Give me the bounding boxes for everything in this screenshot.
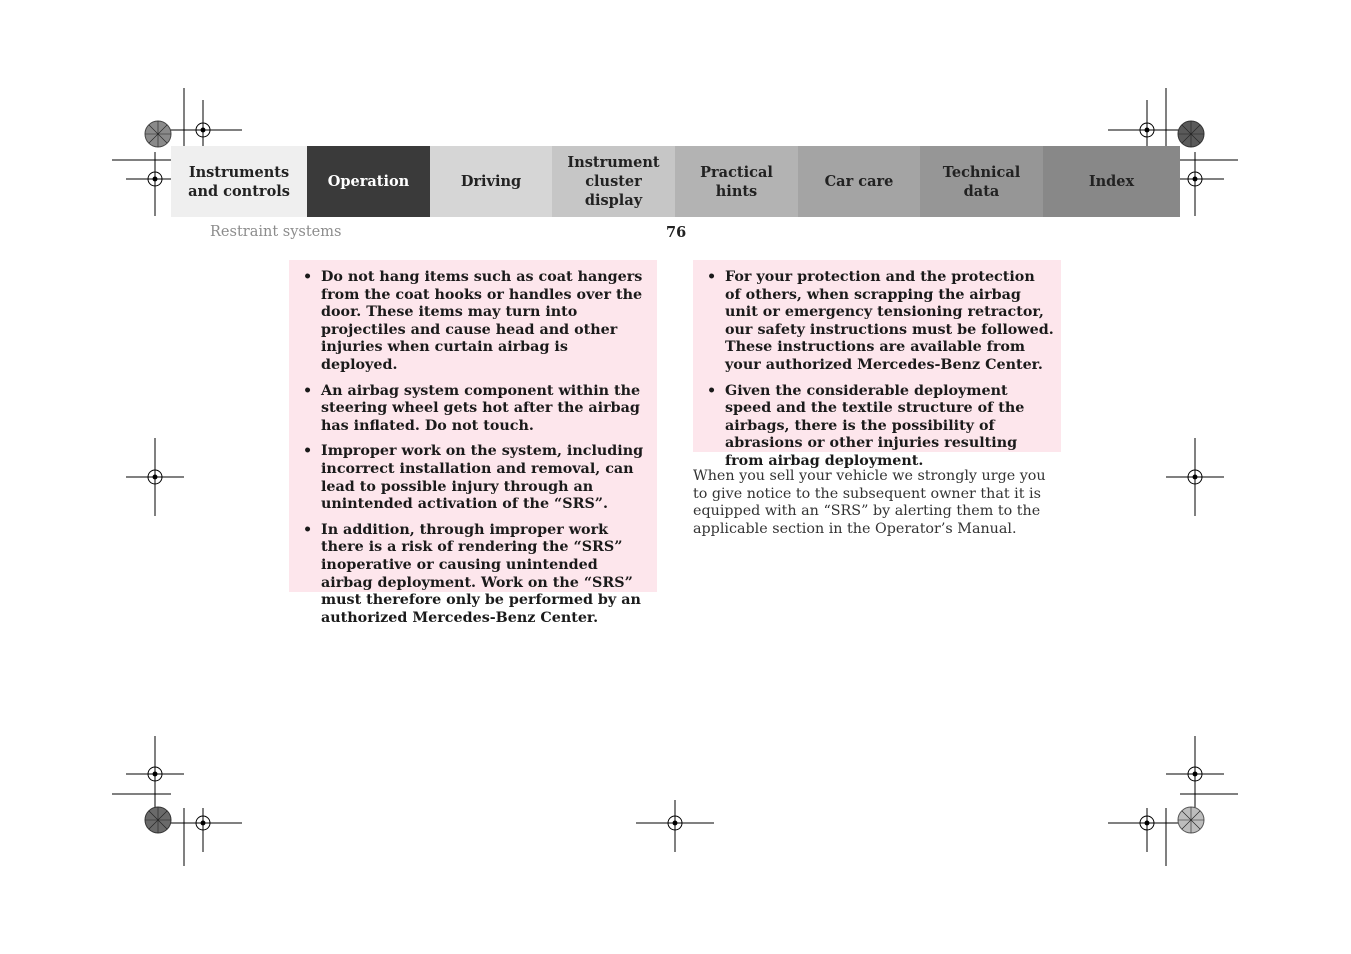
tab-car-care[interactable]	[798, 146, 920, 217]
warning-text: An airbag system component within the steering wheel gets hot after the airbag has inflated. Do not touch.	[321, 382, 641, 434]
bullet-icon: •	[303, 443, 313, 460]
warning-item	[303, 383, 649, 436]
section-title: Restraint systems	[210, 224, 342, 240]
tab-label: Practical hints	[700, 163, 773, 200]
body-paragraph: When you sell your vehicle we strongly urge you to give notice to the subsequent owner that it is equipped with an “SRS” by alerting them to the applicable section in the Operator’s Manual.	[693, 468, 1046, 537]
warning-text: Do not hang items such as coat hangers from the coat hooks or handles over the door. These items may turn into projectiles and cause head and other injuries when curtain airbag is deployed.	[321, 269, 643, 373]
warning-text: Improper work on the system, including incorrect installation and removal, can lead to possible injury through an unintended activation of the “SRS”.	[321, 443, 644, 513]
warning-text: For your protection and the protection of others, when scrapping the airbag unit or emergency tensioning retractor, our safety instructions must be followed. These instructions are available from your authorized Mercedes-Benz Center.	[725, 269, 1054, 373]
tab-label: Technical data	[942, 163, 1021, 200]
tab-instrument-cluster-display[interactable]	[552, 146, 675, 217]
tab-driving[interactable]	[430, 146, 552, 217]
tab-label: Index	[1088, 173, 1135, 190]
warning-box-right	[693, 260, 1061, 469]
tab-label: Driving	[460, 173, 522, 190]
tab-practical-hints[interactable]	[675, 146, 798, 217]
tab-label: Instrument cluster display	[567, 154, 660, 209]
bullet-icon: •	[707, 382, 717, 399]
warning-text: Given the considerable deployment speed and the textile structure of the airbags, there is the possibility of abrasions or other injuries resulting from airbag deployment.	[725, 382, 1025, 469]
warning-item	[707, 269, 1055, 375]
warning-item	[303, 522, 649, 628]
tab-technical-data[interactable]	[920, 146, 1043, 217]
tab-label: Operation	[327, 173, 410, 190]
warning-item	[303, 443, 649, 513]
tab-label: Instruments and controls	[188, 163, 290, 200]
warning-item	[707, 383, 1055, 471]
bullet-icon: •	[303, 521, 313, 538]
tab-label: Car care	[824, 173, 894, 190]
chapter-nav-bar	[171, 146, 1180, 217]
warning-item	[303, 269, 649, 375]
tab-instruments-and-controls[interactable]	[171, 146, 307, 217]
bullet-icon: •	[303, 382, 313, 399]
bullet-icon: •	[303, 269, 313, 285]
tab-index[interactable]	[1043, 146, 1180, 217]
bullet-icon: •	[707, 269, 717, 285]
warning-box-left	[289, 260, 657, 626]
warning-text: In addition, through improper work there is a risk of rendering the “SRS” inoperative or causing unintended airbag deployment. Work on the “SRS” must therefore only be performed by an authorized Mercedes-Benz Center.	[321, 521, 641, 626]
tab-operation[interactable]	[307, 146, 430, 217]
page-number: 76	[666, 224, 687, 241]
